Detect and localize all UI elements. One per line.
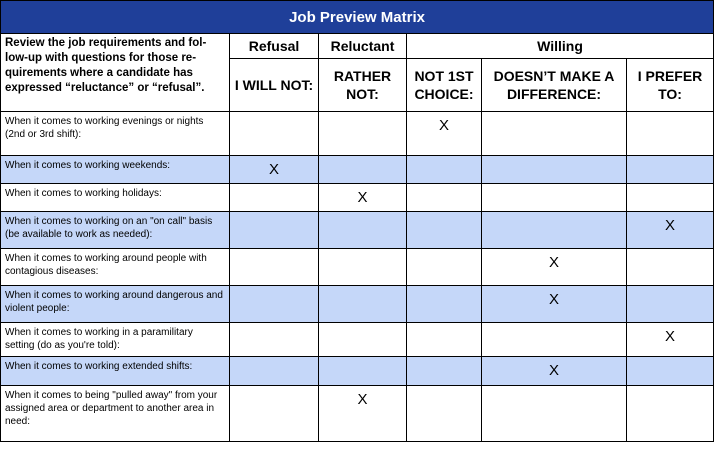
- matrix-cell: [407, 323, 482, 357]
- matrix-cell: [319, 112, 407, 156]
- row-label: When it comes to working evenings or nights (2nd or 3rd shift):: [1, 112, 230, 156]
- matrix-cell: X: [230, 156, 319, 184]
- matrix-cell: [627, 112, 714, 156]
- matrix-cell: [230, 323, 319, 357]
- matrix-cell: [482, 184, 627, 212]
- column-header-i-prefer-to: I PREFER TO:: [627, 59, 714, 112]
- matrix-cell: [407, 212, 482, 249]
- matrix-cell: [627, 156, 714, 184]
- matrix-cell: [482, 212, 627, 249]
- matrix-cell: [230, 286, 319, 323]
- matrix-cell: [319, 357, 407, 386]
- matrix-cell: [407, 184, 482, 212]
- matrix-cell: X: [482, 249, 627, 286]
- table-row: [1, 357, 714, 386]
- matrix-cell: [407, 249, 482, 286]
- matrix-cell: X: [482, 357, 627, 386]
- row-label: When it comes to working around dangerous and violent people:: [1, 286, 230, 323]
- matrix-cell: [230, 249, 319, 286]
- matrix-cell: X: [482, 286, 627, 323]
- table-row: [1, 212, 714, 249]
- group-refusal: Refusal: [230, 34, 319, 59]
- row-label: When it comes to working holidays:: [1, 184, 230, 212]
- column-header-doesnt-make-difference: DOESN’T MAKE A DIFFERENCE:: [482, 59, 627, 112]
- matrix-cell: [319, 286, 407, 323]
- matrix-cell: [627, 249, 714, 286]
- column-header-not-1st-choice: NOT 1ST CHOICE:: [407, 59, 482, 112]
- group-reluctant: Reluctant: [319, 34, 407, 59]
- matrix-cell: [482, 112, 627, 156]
- row-label: When it comes to working extended shifts:: [1, 357, 230, 386]
- matrix-cell: [230, 112, 319, 156]
- row-label: When it comes to working weekends:: [1, 156, 230, 184]
- table-row: [1, 112, 714, 156]
- matrix-cell: [627, 286, 714, 323]
- matrix-cell: [627, 386, 714, 442]
- matrix-cell: X: [627, 212, 714, 249]
- matrix-cell: [230, 184, 319, 212]
- matrix-cell: [407, 156, 482, 184]
- matrix-cell: [319, 249, 407, 286]
- matrix-cell: X: [319, 184, 407, 212]
- matrix-cell: [407, 286, 482, 323]
- table-row: [1, 156, 714, 184]
- row-label: When it comes to being "pulled away" from your assigned area or department to another area in need:: [1, 386, 230, 442]
- row-label: When it comes to working around people with contagious diseases:: [1, 249, 230, 286]
- matrix-rows: [1, 112, 714, 442]
- matrix-cell: [319, 323, 407, 357]
- matrix-cell: [482, 386, 627, 442]
- matrix-cell: [319, 156, 407, 184]
- table-row: [1, 249, 714, 286]
- instructions-text: Review the job requirements and fol-low-up with questions for those re-quirements where a candidate has expressed “reluctance” or “refusal”.: [1, 34, 230, 112]
- matrix-cell: [230, 212, 319, 249]
- table-row: [1, 386, 714, 442]
- column-header-i-will-not: I WILL NOT:: [230, 59, 319, 112]
- matrix-cell: [407, 357, 482, 386]
- row-label: When it comes to working in a paramilitary setting (do as you're told):: [1, 323, 230, 357]
- matrix-cell: X: [407, 112, 482, 156]
- matrix-cell: [230, 386, 319, 442]
- group-willing: Willing: [407, 34, 714, 59]
- matrix-cell: [627, 357, 714, 386]
- matrix-cell: [407, 386, 482, 442]
- column-header-rather-not: RATHER NOT:: [319, 59, 407, 112]
- row-label: When it comes to working on an "on call" basis (be available to work as needed):: [1, 212, 230, 249]
- matrix-cell: [627, 184, 714, 212]
- matrix-cell: X: [319, 386, 407, 442]
- matrix-cell: [319, 212, 407, 249]
- matrix-cell: [482, 323, 627, 357]
- table-row: [1, 286, 714, 323]
- table-row: [1, 323, 714, 357]
- table-row: [1, 184, 714, 212]
- matrix-title: Job Preview Matrix: [1, 1, 714, 34]
- matrix-cell: X: [627, 323, 714, 357]
- matrix-cell: [482, 156, 627, 184]
- matrix-cell: [230, 357, 319, 386]
